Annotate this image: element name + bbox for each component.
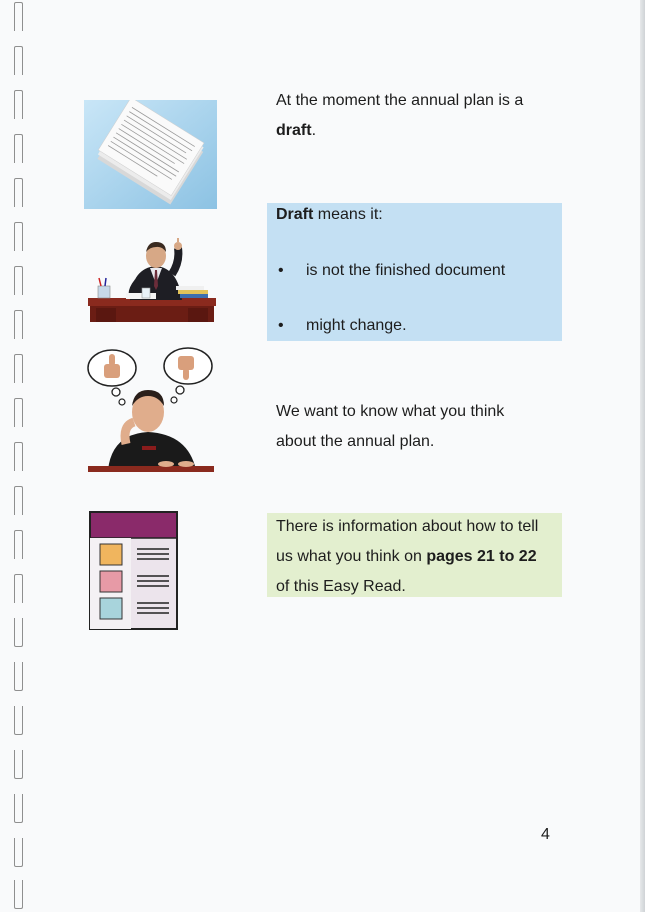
bullet-icon: •	[278, 317, 284, 334]
binding-ring	[14, 222, 23, 251]
bullet-text: is not the finished document	[306, 262, 506, 279]
person-at-desk-with-idea-picture	[86, 238, 218, 324]
binding-ring	[14, 794, 23, 823]
binding-ring	[14, 880, 23, 909]
info-line-1: There is information about how to tell	[276, 518, 539, 535]
intro-bold-word: draft	[276, 122, 312, 139]
document-form-picture	[89, 511, 178, 630]
info-line-3: of this Easy Read.	[276, 578, 406, 595]
feedback-line-1: We want to know what you think	[276, 403, 505, 420]
intro-paragraph	[276, 86, 576, 146]
person-thinking-thumbs-up-down-picture	[86, 346, 216, 474]
binding-ring	[14, 574, 23, 603]
draft-definition-heading	[276, 200, 383, 230]
binding-ring	[14, 46, 23, 75]
bullet-text: might change.	[306, 317, 407, 334]
info-line-2: us what you think on	[276, 548, 427, 565]
binding-rings	[10, 0, 30, 912]
binding-ring	[14, 750, 23, 779]
binding-ring	[14, 2, 23, 31]
intro-period: .	[311, 122, 317, 139]
feedback-line-2: about the annual plan.	[276, 433, 435, 450]
information-paragraph	[276, 512, 566, 602]
binding-ring	[14, 310, 23, 339]
binding-ring	[14, 178, 23, 207]
draft-document-picture	[84, 100, 217, 209]
binding-ring	[14, 530, 23, 559]
binding-ring	[14, 266, 23, 295]
binding-ring	[14, 90, 23, 119]
binding-ring	[14, 662, 23, 691]
draft-heading-rest: means it:	[313, 206, 383, 223]
binding-ring	[14, 706, 23, 735]
binding-ring	[14, 838, 23, 867]
binding-ring	[14, 354, 23, 383]
page-number: 4	[541, 826, 550, 843]
page-edge	[640, 0, 645, 912]
binding-ring	[14, 618, 23, 647]
binding-ring	[14, 398, 23, 427]
binding-ring	[14, 486, 23, 515]
info-pages-bold: pages 21 to 22	[426, 548, 537, 565]
binding-ring	[14, 442, 23, 471]
feedback-paragraph	[276, 397, 576, 457]
draft-heading-bold: Draft	[276, 206, 314, 223]
intro-text: At the moment the annual plan is a	[276, 92, 524, 109]
bullet-icon: •	[278, 262, 284, 279]
binding-ring	[14, 134, 23, 163]
